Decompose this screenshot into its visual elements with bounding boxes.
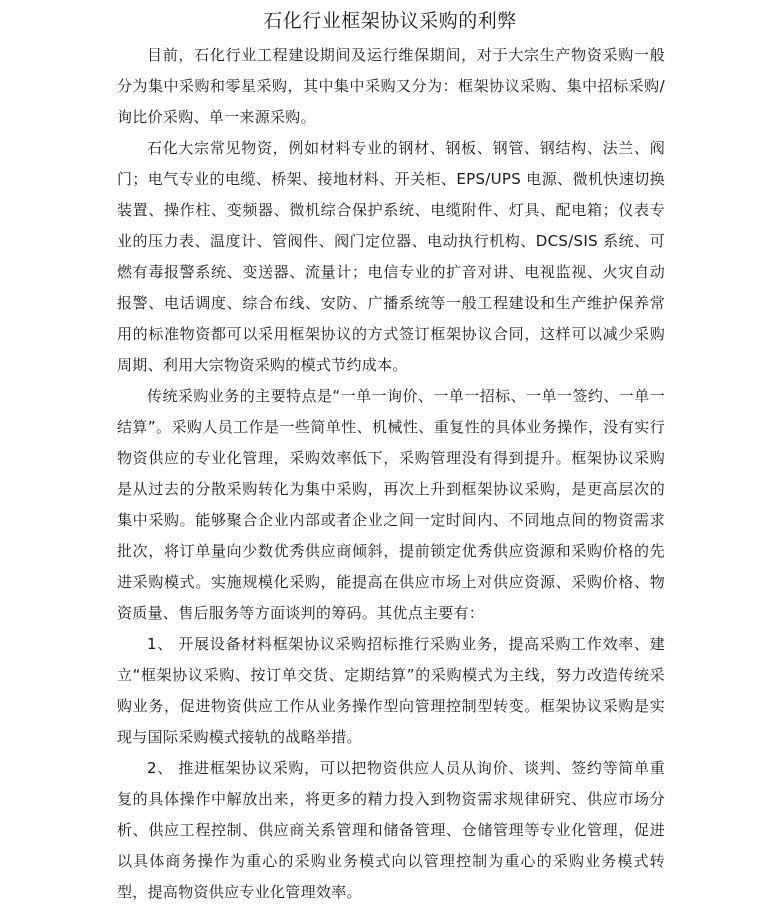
paragraph-intro: 目前，石化行业工程建设期间及运行维保期间，对于大宗生产物资采购一般分为集中采购和零星采购，其中集中采购又分为：框架协议采购、集中招标采购/询比价采购、单一来源采购。 — [117, 46, 665, 126]
document-body — [117, 40, 665, 908]
paragraph-advantage-2: 2、 推进框架协议采购，可以把物资供应人员从询价、谈判、签约等简单重复的具体操作中解放出来，将更多的精力投入到物资需求规律研究、供应市场分析、供应工程控制、供应商关系管理和储备管理、仓储管理等专业化管理，促进以具体商务操作为重心的采购业务模式向以管理控制为重心的采购业务模式转型，提高物资供应专业化管理效率。 — [117, 759, 665, 901]
document-title: 石化行业框架协议采购的利弊 — [263, 10, 517, 32]
paragraph-common-materials: 石化大宗常见物资，例如材料专业的钢材、钢板、钢管、钢结构、法兰、阀门；电气专业的电缆、桥架、接地材料、开关柜、EPS/UPS 电源、微机快速切换装置、操作柱、变频器、微机综合保护系统、电缆附件、灯具、配电箱；仪表专业的压力表、温度计、管阀件、阀门定位器、电动执行机构、DCS/SIS 系统、可燃有毒报警系统、变送器、流量计；电信专业的扩音对讲、电视监视、火灾自动报警、电话调度、综合布线、安防、广播系统等一般工程建设和生产维护保养常用的标准物资都可以采用框架协议的方式签订框架协议合同，这样可以减少采购周期、利用大宗物资采购的模式节约成本。 — [117, 139, 665, 374]
paragraph-advantage-1: 1、 开展设备材料框架协议采购招标推行采购业务，提高采购工作效率、建立“框架协议采购、按订单交货、定期结算”的采购模式为主线，努力改造传统采购业务，促进物资供应工作从业务操作型向管理控制型转变。框架协议采购是实现与国际采购模式接轨的战略举措。 — [117, 635, 665, 746]
paragraph-traditional-procurement: 传统采购业务的主要特点是“一单一询价、一单一招标、一单一签约、一单一结算”。采购人员工作是一些简单性、机械性、重复性的具体业务操作，没有实行物资供应的专业化管理，采购效率低下，采购管理没有得到提升。框架协议采购是从过去的分散采购转化为集中采购，再次上升到框架协议采购，是更高层次的集中采购。能够聚合企业内部或者企业之间一定时间内、不同地点间的物资需求批次，将订单量向少数优秀供应商倾斜，提前锁定优秀供应资源和采购价格的先进采购模式。实施规模化采购，能提高在供应市场上对供应资源、采购价格、物资质量、售后服务等方面谈判的筹码。其优点主要有： — [117, 387, 665, 622]
